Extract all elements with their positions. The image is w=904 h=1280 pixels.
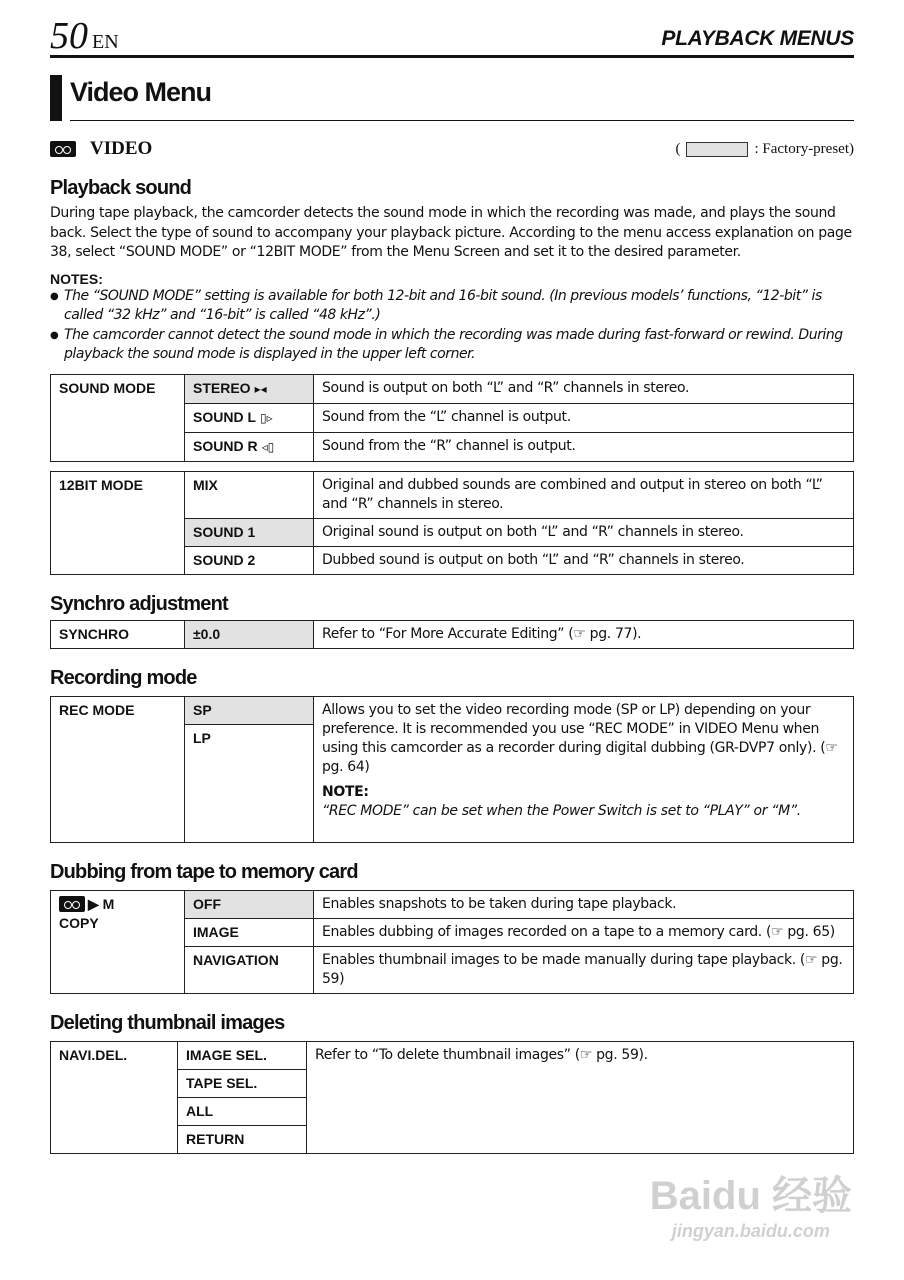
- option-label: IMAGE: [185, 918, 314, 946]
- option-description: Sound is output on both “L” and “R” channels in stereo.: [314, 374, 854, 403]
- section-title: PLAYBACK MENUS: [661, 27, 854, 50]
- setting-name: NAVI.DEL.: [51, 1041, 178, 1153]
- note-label: NOTE:: [322, 783, 369, 800]
- setting-name: SOUND MODE: [51, 374, 185, 461]
- sound-mode-table: [50, 374, 854, 462]
- option-label: NAVIGATION: [185, 946, 314, 993]
- option-description: Original sound is output on both “L” and “R” channels in stereo.: [314, 518, 854, 546]
- note-item: ● The camcorder cannot detect the sound mode in which the recording was made during fast-forward or rewind. During playback the sound mode is displayed in the upper left corner.: [50, 326, 854, 365]
- tape-icon: [50, 141, 76, 157]
- factory-preset-legend: [675, 141, 854, 158]
- page-title: [50, 75, 854, 121]
- language-label: EN: [92, 31, 119, 53]
- option-description: Original and dubbed sounds are combined and output in stereo on both “L” and “R” channels in stereo.: [314, 471, 854, 518]
- note-text: “REC MODE” can be set when the Power Switch is set to “PLAY” or “M”.: [322, 802, 801, 819]
- setting-name: 12BIT MODE: [51, 471, 185, 574]
- speaker-right-icon: ◃▯: [261, 439, 275, 454]
- option-label: SP: [185, 696, 314, 724]
- option-description: Enables dubbing of images recorded on a tape to a memory card. (☞ pg. 65): [314, 918, 854, 946]
- option-label: SOUND L: [193, 408, 256, 425]
- heading-playback-sound: Playback sound: [50, 177, 192, 199]
- setting-label: COPY: [59, 914, 99, 931]
- option-sound-r: [185, 432, 314, 461]
- option-description: Enables thumbnail images to be made manually during tape playback. (☞ pg. 59): [314, 946, 854, 993]
- option-description: [314, 696, 854, 842]
- option-label: SOUND R: [193, 437, 258, 454]
- stereo-icon: ▸◂: [254, 381, 267, 396]
- option-label: STEREO: [193, 379, 251, 396]
- option-label: ALL: [178, 1097, 307, 1125]
- page-number-text: 50: [50, 15, 88, 57]
- synchro-table: [50, 620, 854, 649]
- rec-mode-table: [50, 696, 854, 843]
- legend-text: : Factory-preset): [754, 140, 854, 157]
- setting-name: REC MODE: [51, 696, 185, 842]
- heading-synchro: Synchro adjustment: [50, 592, 228, 615]
- note-item: ● The “SOUND MODE” setting is available for both 12-bit and 16-bit sound. (In previous models’ functions, “12-bit” is called “32 kHz” and “16-bit” is called “48 kHz”.): [50, 287, 854, 326]
- page-number: [50, 17, 119, 55]
- option-label: MIX: [185, 471, 314, 518]
- option-stereo: [185, 374, 314, 403]
- option-label: SOUND 1: [185, 518, 314, 546]
- option-label: SOUND 2: [185, 546, 314, 574]
- option-label: IMAGE SEL.: [178, 1041, 307, 1069]
- option-sound-l: [185, 403, 314, 432]
- rec-desc: Allows you to set the video recording mode (SP or LP) depending on your preference. It is recommended you use “REC MODE” in VIDEO Menu when using this camcorder as a recorder during digital dubbing (GR-DVP7 only). (☞ pg. 64): [322, 701, 838, 775]
- option-description: Refer to “To delete thumbnail images” (☞ pg. 59).: [307, 1041, 854, 1153]
- option-label: OFF: [185, 890, 314, 918]
- legend-paren: (: [675, 140, 681, 157]
- arrow-memory-icon: ▶ M: [88, 895, 115, 912]
- heading-recording-mode: Recording mode: [50, 666, 197, 689]
- 12bit-mode-table: [50, 471, 854, 575]
- option-label: TAPE SEL.: [178, 1069, 307, 1097]
- option-label: LP: [185, 724, 314, 842]
- notes-list: [50, 287, 854, 365]
- speaker-left-icon: ▯▹: [260, 410, 273, 425]
- option-description: Dubbed sound is output on both “L” and “R” channels in stereo.: [314, 546, 854, 574]
- heading-dubbing: Dubbing from tape to memory card: [50, 860, 358, 883]
- mode-label: VIDEO: [90, 138, 153, 159]
- option-description: Sound from the “R” channel is output.: [314, 432, 854, 461]
- title-bar: [50, 75, 62, 121]
- watermark-url: jingyan.baidu.com: [671, 1221, 830, 1241]
- tape-icon: [59, 896, 85, 912]
- option-description: Refer to “For More Accurate Editing” (☞ pg. 77).: [314, 620, 854, 648]
- manual-page: [50, 15, 854, 1154]
- option-label: RETURN: [178, 1125, 307, 1153]
- preset-swatch: [686, 142, 748, 157]
- option-description: Sound from the “L” channel is output.: [314, 403, 854, 432]
- copy-table: [50, 890, 854, 994]
- heading-delete-thumbnails: Deleting thumbnail images: [50, 1011, 285, 1034]
- setting-name: [51, 890, 185, 993]
- navi-del-table: [50, 1041, 854, 1154]
- playback-intro: During tape playback, the camcorder detects the sound mode in which the recording was made, and plays the sound back. Select the type of sound to accompany your playback picture. According to the menu access explanation on page 38, select “SOUND MODE” or “12BIT MODE” from the Menu Screen and set it to the desired parameter.: [50, 205, 852, 260]
- watermark-logo: Baidu 经验: [649, 1174, 852, 1218]
- page-title-text: Video Menu: [70, 75, 854, 121]
- page-header: [50, 15, 854, 58]
- option-description: Enables snapshots to be taken during tape playback.: [314, 890, 854, 918]
- notes-label: NOTES:: [50, 270, 103, 287]
- setting-name: SYNCHRO: [51, 620, 185, 648]
- option-label: ±0.0: [185, 620, 314, 648]
- watermark: [650, 1164, 852, 1242]
